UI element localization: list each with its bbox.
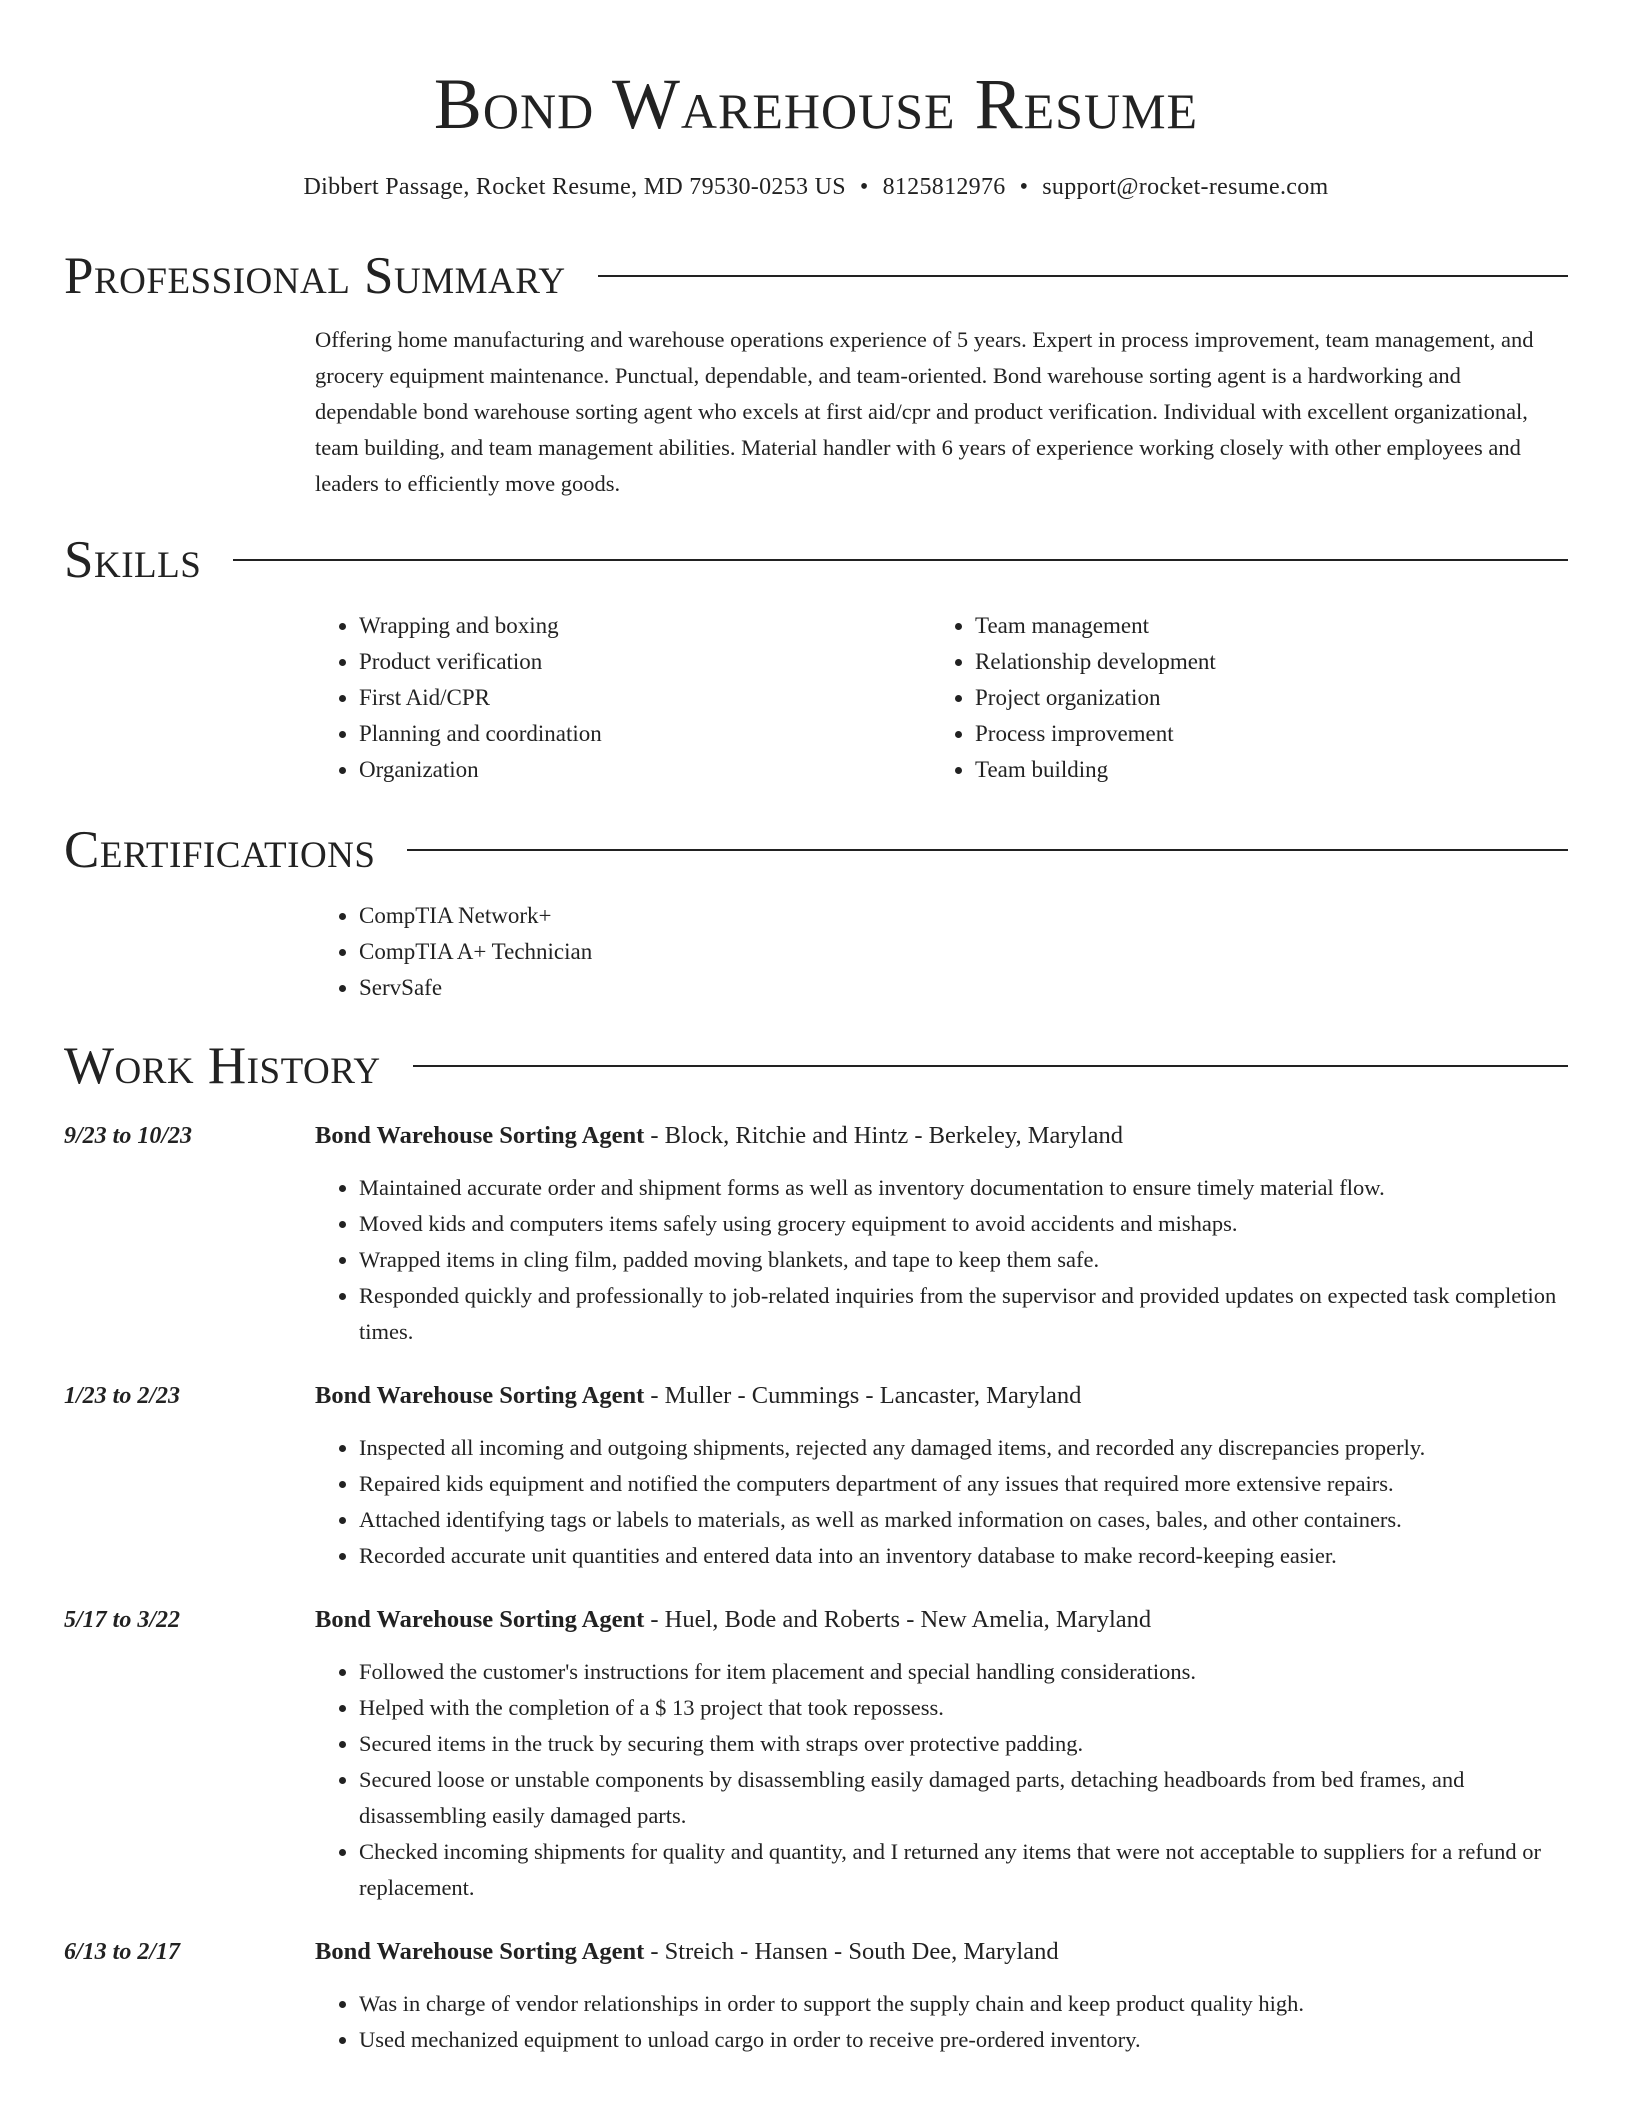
job-bullet: • Recorded accurate unit quantities and entered data into an inventory database to make record-keeping easier. xyxy=(359,1538,1568,1574)
job-bullets xyxy=(315,1986,1568,2058)
section-title-skills: Skills xyxy=(64,531,202,589)
job-employer: - Block, Ritchie and Hintz - Berkeley, Maryland xyxy=(644,1122,1123,1149)
section-rule xyxy=(407,849,1568,851)
certification-item: • ServSafe xyxy=(359,970,1568,1006)
certifications-list xyxy=(315,898,1568,1006)
job-bullet: • Was in charge of vendor relationships in order to support the supply chain and keep product quality high. xyxy=(359,1986,1568,2022)
job-title: Bond Warehouse Sorting Agent xyxy=(315,1122,645,1149)
section-header-skills xyxy=(64,530,1568,590)
email: support@rocket-resume.com xyxy=(1042,174,1329,200)
work-history xyxy=(64,1118,1568,2058)
job-dates: 9/23 to 10/23 xyxy=(64,1123,193,1149)
section-title-work: Work History xyxy=(64,1037,381,1095)
skill-item: • Organization xyxy=(359,752,931,788)
job-dates: 5/17 to 3/22 xyxy=(64,1607,181,1633)
certification-item: • CompTIA Network+ xyxy=(359,898,1568,934)
skill-item: • Team management xyxy=(975,608,1547,644)
job-bullet: • Used mechanized equipment to unload cargo in order to receive pre-ordered inventory. xyxy=(359,2022,1568,2058)
summary-text: Offering home manufacturing and warehouse operations experience of 5 years. Expert in process improvement, team management, and grocery equipment maintenance. Punctual, dependable, and team-oriented. Bond warehouse sorting agent is a hardworking and dependable bond warehouse sorting agent who excels at first aid/cpr and product verification. Individual with excellent organizational, team building, and team management abilities. Material handler with 6 years of experience working closely with other employees and leaders to efficiently move goods. xyxy=(315,327,1534,496)
skill-item: • Wrapping and boxing xyxy=(359,608,931,644)
section-rule xyxy=(598,275,1568,277)
contact-separator: • xyxy=(1019,174,1029,200)
job-bullets xyxy=(315,1430,1568,1574)
job-title-line xyxy=(315,1118,1568,1154)
job-title-line xyxy=(315,1378,1568,1414)
job-bullet: • Secured loose or unstable components by disassembling easily damaged parts, detaching headboards from bed frames, and disassembling easily damaged parts. xyxy=(359,1762,1568,1834)
job-entry xyxy=(64,1602,1568,1906)
job-body xyxy=(315,1378,1568,1574)
job-bullet: • Wrapped items in cling film, padded moving blankets, and tape to keep them safe. xyxy=(359,1242,1568,1278)
section-rule xyxy=(413,1065,1568,1067)
job-title-line xyxy=(315,1602,1568,1638)
job-entry xyxy=(64,1934,1568,2058)
job-bullet: • Maintained accurate order and shipment forms as well as inventory documentation to ensure timely material flow. xyxy=(359,1170,1568,1206)
job-dates: 1/23 to 2/23 xyxy=(64,1383,181,1409)
job-bullet: • Helped with the completion of a $ 13 project that took repossess. xyxy=(359,1690,1568,1726)
section-header-certifications xyxy=(64,820,1568,880)
job-bullet: • Attached identifying tags or labels to materials, as well as marked information on cases, bales, and other containers. xyxy=(359,1502,1568,1538)
section-title-summary: Professional Summary xyxy=(64,247,566,305)
contact-separator: • xyxy=(859,174,869,200)
skill-item: • Relationship development xyxy=(975,644,1547,680)
section-rule xyxy=(233,559,1568,561)
job-bullet: • Responded quickly and professionally to job-related inquiries from the supervisor and provided updates on expected task completion times. xyxy=(359,1278,1568,1350)
skills-grid xyxy=(315,608,1568,788)
skill-item: • Project organization xyxy=(975,680,1547,716)
certification-item: • CompTIA A+ Technician xyxy=(359,934,1568,970)
job-body xyxy=(315,1934,1568,2058)
job-employer: - Huel, Bode and Roberts - New Amelia, Maryland xyxy=(644,1606,1152,1633)
skill-item: • First Aid/CPR xyxy=(359,680,931,716)
job-bullet: • Moved kids and computers items safely using grocery equipment to avoid accidents and mishaps. xyxy=(359,1206,1568,1242)
job-bullet: • Secured items in the truck by securing them with straps over protective padding. xyxy=(359,1726,1568,1762)
job-bullets xyxy=(315,1170,1568,1350)
job-bullet: • Repaired kids equipment and notified the computers department of any issues that required more extensive repairs. xyxy=(359,1466,1568,1502)
job-bullet: • Inspected all incoming and outgoing shipments, rejected any damaged items, and recorded any discrepancies properly. xyxy=(359,1430,1568,1466)
skill-item: • Product verification xyxy=(359,644,931,680)
resume-name: Bond Warehouse Resume xyxy=(433,64,1199,144)
job-title: Bond Warehouse Sorting Agent xyxy=(315,1938,645,1965)
resume-page xyxy=(64,0,1568,2058)
job-entry xyxy=(64,1118,1568,1350)
contact-line xyxy=(64,172,1568,202)
job-body xyxy=(315,1602,1568,1906)
job-title: Bond Warehouse Sorting Agent xyxy=(315,1382,645,1409)
skills-list-right xyxy=(931,608,1547,788)
job-bullet: • Checked incoming shipments for quality and quantity, and I returned any items that were not acceptable to suppliers for a refund or replacement. xyxy=(359,1834,1568,1906)
job-title: Bond Warehouse Sorting Agent xyxy=(315,1606,645,1633)
section-header-summary xyxy=(64,246,1568,306)
address: Dibbert Passage, Rocket Resume, MD 79530-0253 US xyxy=(303,174,846,200)
phone: 8125812976 xyxy=(882,174,1006,200)
job-dates: 6/13 to 2/17 xyxy=(64,1939,181,1965)
job-employer: - Streich - Hansen - South Dee, Maryland xyxy=(644,1938,1059,1965)
section-title-certifications: Certifications xyxy=(64,821,376,879)
skill-item: • Team building xyxy=(975,752,1547,788)
job-body xyxy=(315,1118,1568,1350)
skills-list-left xyxy=(315,608,931,788)
job-bullet: • Followed the customer's instructions for item placement and special handling considerations. xyxy=(359,1654,1568,1690)
job-bullets xyxy=(315,1654,1568,1906)
skill-item: • Planning and coordination xyxy=(359,716,931,752)
skill-item: • Process improvement xyxy=(975,716,1547,752)
job-entry xyxy=(64,1378,1568,1574)
job-employer: - Muller - Cummings - Lancaster, Maryland xyxy=(644,1382,1082,1409)
job-title-line xyxy=(315,1934,1568,1970)
section-header-work xyxy=(64,1036,1568,1096)
